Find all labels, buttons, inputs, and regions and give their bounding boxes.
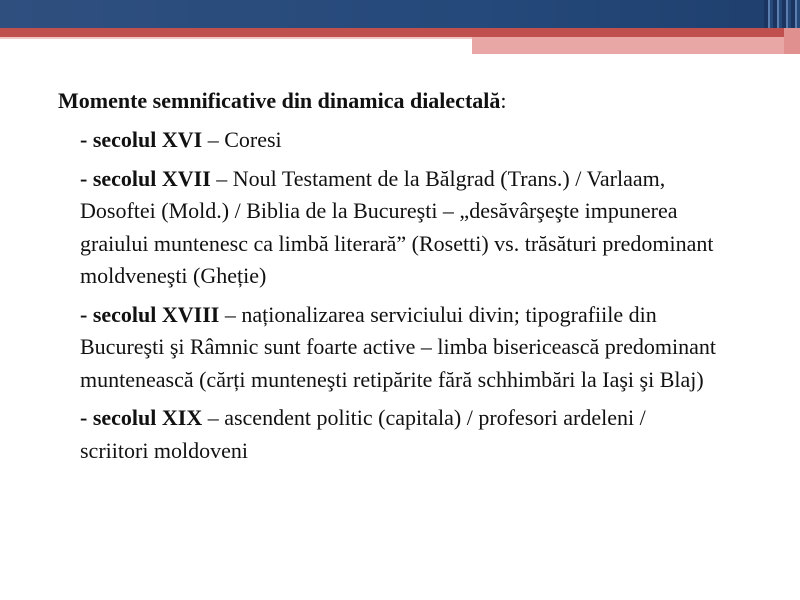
slide-content <box>58 86 718 473</box>
header-band-pink-line <box>0 37 472 39</box>
header-band-stripes <box>764 0 800 28</box>
header-band-pink <box>472 37 800 54</box>
bullet-item-xvii <box>80 163 718 293</box>
bullet-text: – Coresi <box>202 127 282 152</box>
bullet-item-xvi <box>80 124 718 157</box>
bullet-item-xviii <box>80 299 718 397</box>
bullet-text: – naționalizarea serviciului divin; tipografiile din Bucureşti şi Râmnic sunt foarte active – limba bisericească predominant muntenească (cărți munteneşti retipărite fără schhimbări la Iaşi şi Blaj) <box>80 301 716 392</box>
bullet-label: - secolul XVIII <box>80 301 220 327</box>
header-band-red <box>0 28 800 37</box>
header-band-pink-right <box>784 28 800 54</box>
bullet-item-xix <box>80 402 718 467</box>
heading-colon: : <box>500 88 507 113</box>
bullet-label: - secolul XVII <box>80 165 211 191</box>
slide-heading <box>58 86 718 116</box>
heading-text: Momente semnificative din dinamica dialectală <box>58 88 501 113</box>
bullet-text: – Noul Testament de la Bălgrad (Trans.) / Varlaam, Dosoftei (Mold.) / Biblia de la Bucureşti – „desăvârşeşte impunerea graiului muntenesc ca limbă literară” (Rosetti) vs. trăsături predominant moldveneşti (Gheție) <box>80 165 714 288</box>
bullet-label: - secolul XIX <box>80 405 203 430</box>
bullet-text: – ascendent politic (capitala) / profesori ardeleni / scriitori moldoveni <box>80 405 646 463</box>
bullet-label: - secolul XVI <box>80 127 203 152</box>
header-band-blue <box>0 0 800 28</box>
